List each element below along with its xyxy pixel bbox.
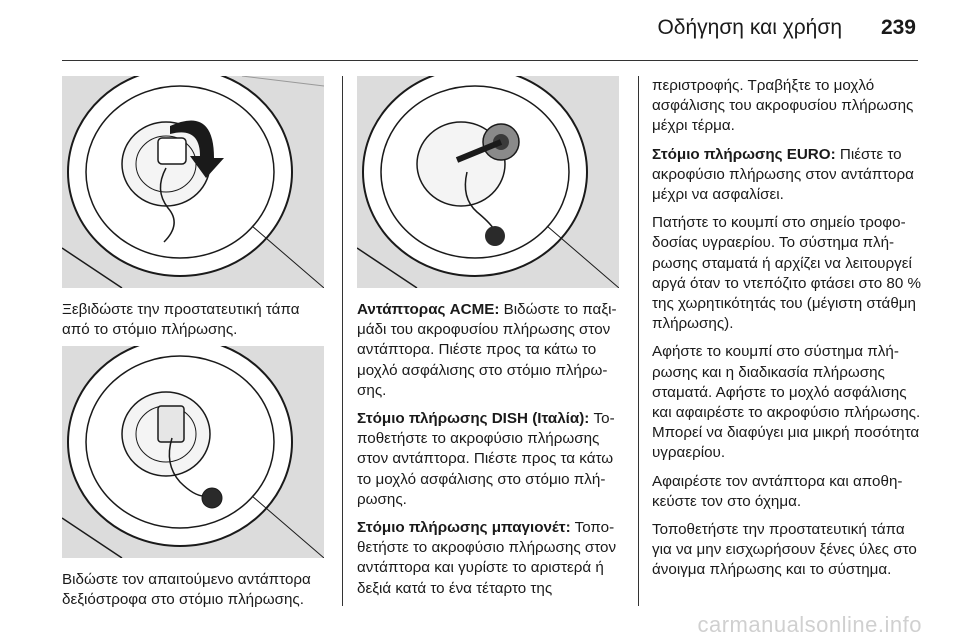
- page-number: 239: [880, 16, 916, 39]
- middle-column-text: [357, 300, 625, 607]
- text-acme-adapter: Βιδώστε το παξιμάδι του ακροφυσίου πλήρωσης στον αντάπτορα. Πιέστε προς τα κάτω το μοχλό ασφάλισης στο στόμιο πλήρωσης.: [357, 301, 617, 399]
- section-title: Οδήγηση και χρήση: [657, 16, 842, 39]
- figure1-caption: Ξεβιδώστε την προστατευτική τάπα από το στόμιο πλήρωσης.: [62, 301, 300, 338]
- text-euro-nozzle: Πιέστε το ακροφύσιο πλήρωσης στον αντάπτορα μέχρι να ασφαλίσει.: [652, 145, 914, 204]
- paragraph-continuation: περιστροφής. Τραβήξτε το μοχλό ασφάλισης του ακροφυσίου πλήρωσης μέχρι τέρμα.: [652, 77, 914, 135]
- paragraph-dish-nozzle: [357, 409, 625, 510]
- heading-dish-nozzle: Στόμιο πλήρωσης DISH (Ιταλία):: [357, 410, 590, 428]
- column-divider-2: [638, 76, 639, 606]
- page-header: [0, 0, 960, 62]
- illustration-nozzle-attached: [357, 76, 619, 288]
- figure2-caption: Βιδώστε τον απαιτούμενο αντάπτορα δεξιόστροφα στο στόμιο πλήρωσης.: [62, 571, 311, 608]
- column-divider-1: [342, 76, 343, 606]
- illustration-cap-removal: [62, 76, 324, 288]
- text-dish-nozzle: Τοποθετήστε το ακροφύσιο πλήρωσης στον αντάπτορα. Πιέστε προς τα κάτω το μοχλό ασφάλισης στο στόμιο πλήρωσης.: [357, 410, 615, 508]
- heading-acme-adapter: Αντάπτορας ACME:: [357, 301, 500, 318]
- text-bayonet-nozzle: Τοποθετήστε το ακροφύσιο πλήρωσης στον αντάπτορα και γυρίστε το αριστερά ή δεξιά κατά το ένα τέταρτο της: [357, 519, 617, 597]
- paragraph-release-button: Αφήστε το κουμπί στο σύστημα πλήρωσης και η διαδικασία πλήρωσης σταματά. Αφήστε το μοχλό ασφάλισης και αφαιρέστε το ακροφύσιο πλήρωσης. Μπορεί να διαφύγει μια μικρή ποσότητα υγραερίου.: [652, 343, 921, 462]
- paragraph-euro-nozzle: [652, 145, 922, 206]
- paragraph-bayonet-nozzle: [357, 518, 625, 599]
- paragraph-refit-cap: Τοποθετήστε την προστατευτική τάπα για να μην εισχωρήσουν ξένες ύλες στο άνοιγμα πλήρωσης και το σύστημα.: [652, 521, 917, 579]
- right-column-text: [652, 76, 922, 589]
- header-rule: [62, 60, 918, 61]
- illustration-adapter-installation: [62, 346, 324, 558]
- paragraph-acme-adapter: [357, 300, 625, 401]
- heading-bayonet-nozzle: Στόμιο πλήρωσης μπαγιονέτ:: [357, 519, 571, 537]
- heading-euro-nozzle: Στόμιο πλήρωσης EURO:: [652, 145, 836, 163]
- paragraph-press-button: Πατήστε το κουμπί στο σημείο τροφοδοσίας υγραερίου. Το σύστημα πλήρωσης σταματά ή αρχίζει να λειτουργεί αργά όταν το ντεπόζιτο φτάσει στο 80 % της χωρητικότητάς του (μέγιστη στάθμη πλήρωσης).: [652, 214, 921, 333]
- paragraph-remove-adapter: Αφαιρέστε τον αντάπτορα και αποθηκεύστε τον στο όχημα.: [652, 472, 903, 510]
- watermark: carmanualsonline.info: [697, 612, 922, 637]
